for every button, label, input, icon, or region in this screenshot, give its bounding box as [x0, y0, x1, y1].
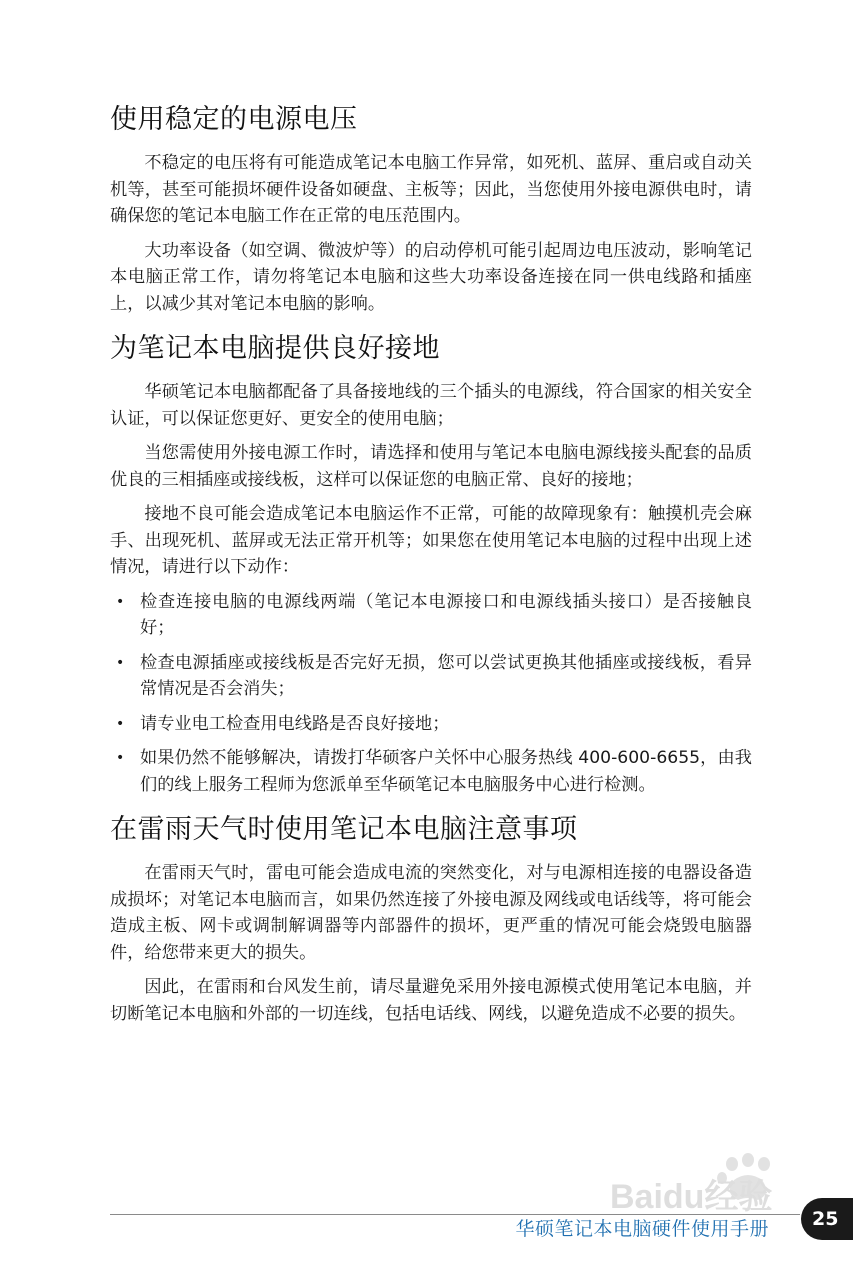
section-heading: 使用稳定的电源电压	[110, 104, 358, 135]
section-stable-voltage	[110, 100, 752, 317]
bullet-icon: •	[116, 593, 125, 610]
section-heading: 在雷雨天气时使用笔记本电脑注意事项	[110, 814, 578, 845]
list-item-text: 检查电源插座或接线板是否完好无损，您可以尝试更换其他插座或接线板，看异常情况是否会消失；	[140, 652, 752, 699]
paragraph: 当您需使用外接电源工作时，请选择和使用与笔记本电脑电源线接头配套的品质优良的三相插座或接线板，这样可以保证您的电脑正常、良好的接地；	[110, 443, 752, 490]
bullet-icon: •	[116, 750, 125, 766]
list-item-text: 如果仍然不能够解决，请拨打华硕客户关怀中心服务热线 400-600-6655，由我们的线上服务工程师为您派单至华硕笔记本电脑服务中心进行检测。	[140, 748, 752, 795]
paragraph: 华硕笔记本电脑都配备了具备接地线的三个插头的电源线，符合国家的相关安全认证，可以保证您更好、更安全的使用电脑；	[110, 382, 752, 429]
paragraph: 不稳定的电压将有可能造成笔记本电脑工作异常，如死机、蓝屏、重启或自动关机等，甚至可能损坏硬件设备如硬盘、主板等；因此，当您使用外接电源供电时，请确保您的笔记本电脑工作在正常的电压范围内。	[110, 153, 752, 226]
paragraph: 大功率设备（如空调、微波炉等）的启动停机可能引起周边电压波动，影响笔记本电脑正常工作，请勿将笔记本电脑和这些大功率设备连接在同一供电线路和插座上，以减少其对笔记本电脑的影响。	[110, 240, 752, 314]
list-item	[110, 589, 752, 642]
footer-divider	[110, 1214, 800, 1215]
baidu-watermark-logo	[610, 1150, 800, 1214]
section-grounding	[110, 329, 752, 798]
watermark-text: Baidu经验	[610, 1178, 773, 1214]
paragraph: 接地不良可能会造成笔记本电脑运作不正常，可能的故障现象有：触摸机壳会麻手、出现死机、蓝屏或无法正常开机等；如果您在使用笔记本电脑的过程中出现上述情况，请进行以下动作：	[110, 504, 752, 577]
page-number-badge: 25	[801, 1198, 853, 1240]
list-item	[110, 650, 752, 703]
list-item-text: 检查连接电脑的电源线两端（笔记本电源接口和电源线插头接口）是否接触良好；	[140, 591, 752, 638]
footer-manual-title: 华硕笔记本电脑硬件使用手册	[515, 1218, 769, 1240]
list-item-text: 请专业电工检查用电线路是否良好接地；	[140, 713, 450, 734]
bullet-list	[110, 589, 752, 799]
list-item	[110, 711, 752, 738]
section-thunderstorm	[110, 810, 752, 1027]
paragraph: 因此，在雷雨和台风发生前，请尽量避免采用外接电源模式使用笔记本电脑，并切断笔记本电脑和外部的一切连线，包括电话线、网线，以避免造成不必要的损失。	[110, 977, 752, 1024]
section-heading: 为笔记本电脑提供良好接地	[110, 333, 440, 364]
paragraph: 在雷雨天气时，雷电可能会造成电流的突然变化，对与电源相连接的电器设备造成损坏；对笔记本电脑而言，如果仍然连接了外接电源及网线或电话线等，将可能会造成主板、网卡或调制解调器等内部器件的损坏，更严重的情况可能会烧毁电脑器件，给您带来更大的损失。	[110, 863, 752, 963]
list-item	[110, 745, 752, 798]
bullet-icon: •	[116, 715, 125, 732]
page-content	[110, 100, 752, 1039]
bullet-icon: •	[116, 654, 125, 671]
